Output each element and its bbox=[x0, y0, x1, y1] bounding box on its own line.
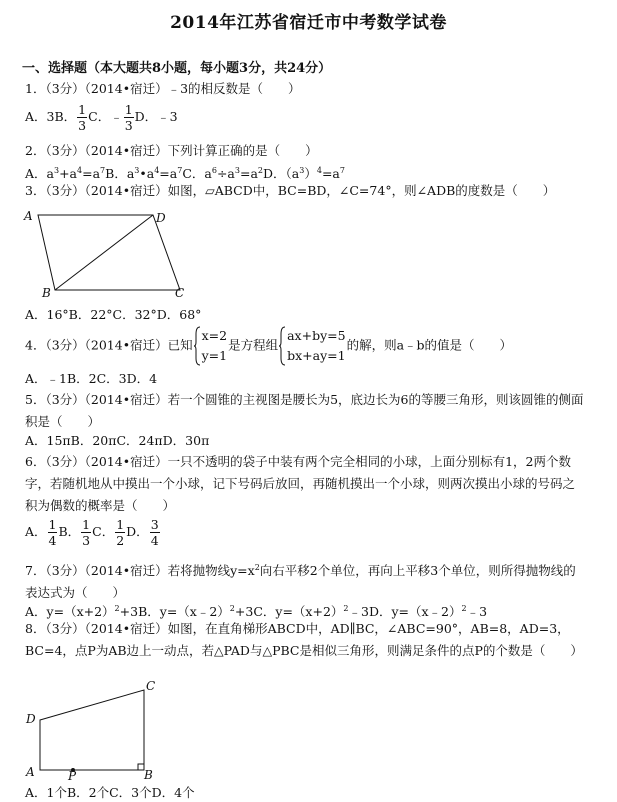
q4-brace-1-icon bbox=[194, 326, 201, 366]
q8-stem: 8．（3分）（2014•宿迁）如图，在直角梯形ABCD中，AD∥BC，∠ABC=90°，AB=8，AD=3，BC=4，点P为AB边上一动点，若△PAD与△PBC是相似三角形，则满足条件的点P的个数是（ ） bbox=[25, 621, 583, 658]
q2-text-8: ÷a bbox=[216, 166, 235, 181]
q7-sup-1: 2 bbox=[114, 604, 120, 613]
q6-fraction-c-den: 2 bbox=[116, 533, 125, 548]
q8-trapezoid bbox=[40, 690, 144, 770]
q1-fraction-c bbox=[124, 102, 134, 133]
q1-fraction-b-num: 1 bbox=[78, 102, 87, 117]
q4-solution-system bbox=[194, 326, 228, 366]
q3-diagonal-bd bbox=[55, 215, 153, 290]
q1-fraction-c-den: 3 bbox=[124, 118, 133, 133]
q3-options: A．16°B．22°C．32°D．68° bbox=[25, 307, 202, 322]
q6-option-b-label: B． bbox=[58, 524, 81, 539]
q6-fraction-d bbox=[150, 517, 160, 548]
q7-stem-sup: 2 bbox=[254, 563, 260, 572]
q7-stem-post: 向右平移2个单位，再向上平移3个单位，则所得抛物线的表达式为（ ） bbox=[25, 563, 576, 600]
page-title: 2014年江苏省宿迁市中考数学试卷 bbox=[170, 13, 447, 33]
section-heading: 一、选择题（本大题共8小题，每小题3分，共24分） bbox=[22, 61, 332, 76]
q7-text-1: A．y=（x+2） bbox=[25, 604, 115, 619]
q2-sup-3: 7 bbox=[100, 166, 106, 175]
q7-stem bbox=[25, 557, 585, 604]
q2-text-4: B．a bbox=[105, 166, 135, 181]
q7-text-4: ﹣3D．y=（x﹣2） bbox=[348, 604, 462, 619]
q1-fraction-c-num: 1 bbox=[124, 102, 133, 117]
q6-fraction-b-num: 1 bbox=[82, 517, 91, 532]
q2-text-7: C．a bbox=[182, 166, 212, 181]
q2-text-11: ） bbox=[304, 166, 317, 181]
q8-label-b: B bbox=[144, 768, 153, 780]
q4-brace-2-icon bbox=[279, 326, 286, 366]
q6-fraction-d-den: 4 bbox=[150, 533, 159, 548]
q2-sup-8: 3 bbox=[234, 166, 240, 175]
q2-sup-7: 6 bbox=[211, 166, 217, 175]
q7-stem-pre: 7．（3分）（2014•宿迁）若将抛物线y=x bbox=[25, 563, 255, 578]
q1-options bbox=[25, 101, 178, 133]
q2-sup-6: 7 bbox=[177, 166, 183, 175]
q1-fraction-b-den: 3 bbox=[78, 118, 87, 133]
q7-sup-3: 2 bbox=[343, 604, 349, 613]
q1-stem: 1．（3分）（2014•宿迁）﹣3的相反数是（ ） bbox=[25, 81, 301, 96]
q2-text-6: =a bbox=[159, 166, 178, 181]
q2-text-9: =a bbox=[239, 166, 258, 181]
q3-label-d: D bbox=[156, 211, 166, 225]
q2-text-1: A．a bbox=[25, 166, 54, 181]
q5-stem: 5．（3分）（2014•宿迁）若一个圆锥的主视图是腰长为5，底边长为6的等腰三角形，则该圆锥的侧面积是（ ） bbox=[25, 392, 584, 429]
q4-mid: 是方程组 bbox=[228, 337, 279, 353]
q2-sup-10: 3 bbox=[299, 166, 305, 175]
q2-text-3: =a bbox=[82, 166, 101, 181]
q3-parallelogram bbox=[38, 215, 180, 290]
q3-stem: 3．（3分）（2014•宿迁）如图，▱ABCD中，BC=BD，∠C=74°，则∠ADB的度数是（ ） bbox=[25, 183, 556, 198]
q7-text-2: +3B．y=（x﹣2） bbox=[119, 604, 230, 619]
q1-option-ab: A．3B． bbox=[25, 109, 77, 124]
q7-sup-2: 2 bbox=[229, 604, 235, 613]
q6-options bbox=[25, 516, 161, 548]
q6-fraction-b-den: 3 bbox=[82, 533, 91, 548]
q7-sup-4: 2 bbox=[461, 604, 467, 613]
q8-label-d: D bbox=[26, 712, 36, 726]
q4-sys2-row2: bx+ay=1 bbox=[287, 348, 346, 363]
q6-option-d-label: D． bbox=[126, 524, 149, 539]
q4-post: 的解，则a﹣b的值是（ ） bbox=[346, 337, 513, 353]
q6-fraction-a-num: 1 bbox=[48, 517, 57, 532]
q3-label-b: B bbox=[42, 286, 51, 300]
q8-label-p: P bbox=[68, 769, 77, 780]
q3-label-c: C bbox=[175, 286, 185, 300]
q4-pre: 4．（3分）（2014•宿迁）已知 bbox=[25, 337, 193, 353]
q4-options: A．﹣1B．2C．3D．4 bbox=[25, 371, 158, 386]
q2-text-12: =a bbox=[321, 166, 340, 181]
q3-parallelogram-figure bbox=[20, 205, 200, 300]
q1-option-c: C．﹣ bbox=[88, 109, 123, 124]
q7-text-3: +3C．y=（x+2） bbox=[234, 604, 344, 619]
q2-text-10: D．（a bbox=[263, 166, 300, 181]
q2-sup-5: 4 bbox=[154, 166, 160, 175]
q8-label-a: A bbox=[26, 765, 35, 779]
q7-text-5: ﹣3 bbox=[466, 604, 488, 619]
q6-fraction-c bbox=[115, 517, 125, 548]
q4-sys1-row1: x=2 bbox=[201, 328, 228, 343]
q2-sup-11: 4 bbox=[316, 166, 322, 175]
q8-label-c: C bbox=[146, 680, 156, 693]
q4-line bbox=[25, 326, 512, 366]
q2-sup-4: 3 bbox=[134, 166, 140, 175]
q2-text-5: •a bbox=[139, 166, 155, 181]
q6-stem: 6．（3分）（2014•宿迁）一只不透明的袋子中装有两个完全相同的小球，上面分别标有1，2两个数字，若随机地从中摸出一个小球，记下号码后放回，再随机摸出一个小球，则两次摸出小球的号码之积为偶数的概率是（ ） bbox=[25, 454, 576, 513]
q6-fraction-c-num: 1 bbox=[116, 517, 125, 532]
q2-sup-2: 4 bbox=[77, 166, 83, 175]
q1-fraction-b bbox=[77, 102, 87, 133]
q2-text-2: +a bbox=[59, 166, 78, 181]
q2-sup-1: 3 bbox=[53, 166, 60, 175]
q4-sys2-row1: ax+by=5 bbox=[287, 328, 346, 343]
q6-fraction-b bbox=[81, 517, 91, 548]
q5-options: A．15πB．20πC．24πD．30π bbox=[25, 433, 210, 448]
q8-options: A．1个B．2个C．3个D．4个 bbox=[25, 785, 195, 800]
q6-option-c-label: C． bbox=[92, 524, 115, 539]
q6-fraction-a-den: 4 bbox=[48, 533, 57, 548]
q2-sup-9: 2 bbox=[257, 166, 264, 175]
q2-sup-12: 7 bbox=[339, 166, 345, 175]
q6-fraction-a bbox=[48, 517, 58, 548]
q8-trapezoid-figure bbox=[20, 680, 170, 780]
q2-options bbox=[25, 162, 345, 183]
q4-equation-system bbox=[279, 326, 345, 366]
q6-option-a-label: A． bbox=[25, 524, 47, 539]
q1-option-d: D．﹣3 bbox=[134, 109, 178, 124]
q2-stem: 2．（3分）（2014•宿迁）下列计算正确的是（ ） bbox=[25, 143, 318, 158]
q4-sys1-row2: y=1 bbox=[201, 348, 228, 363]
q3-label-a: A bbox=[24, 209, 33, 223]
q6-fraction-d-num: 3 bbox=[150, 517, 159, 532]
